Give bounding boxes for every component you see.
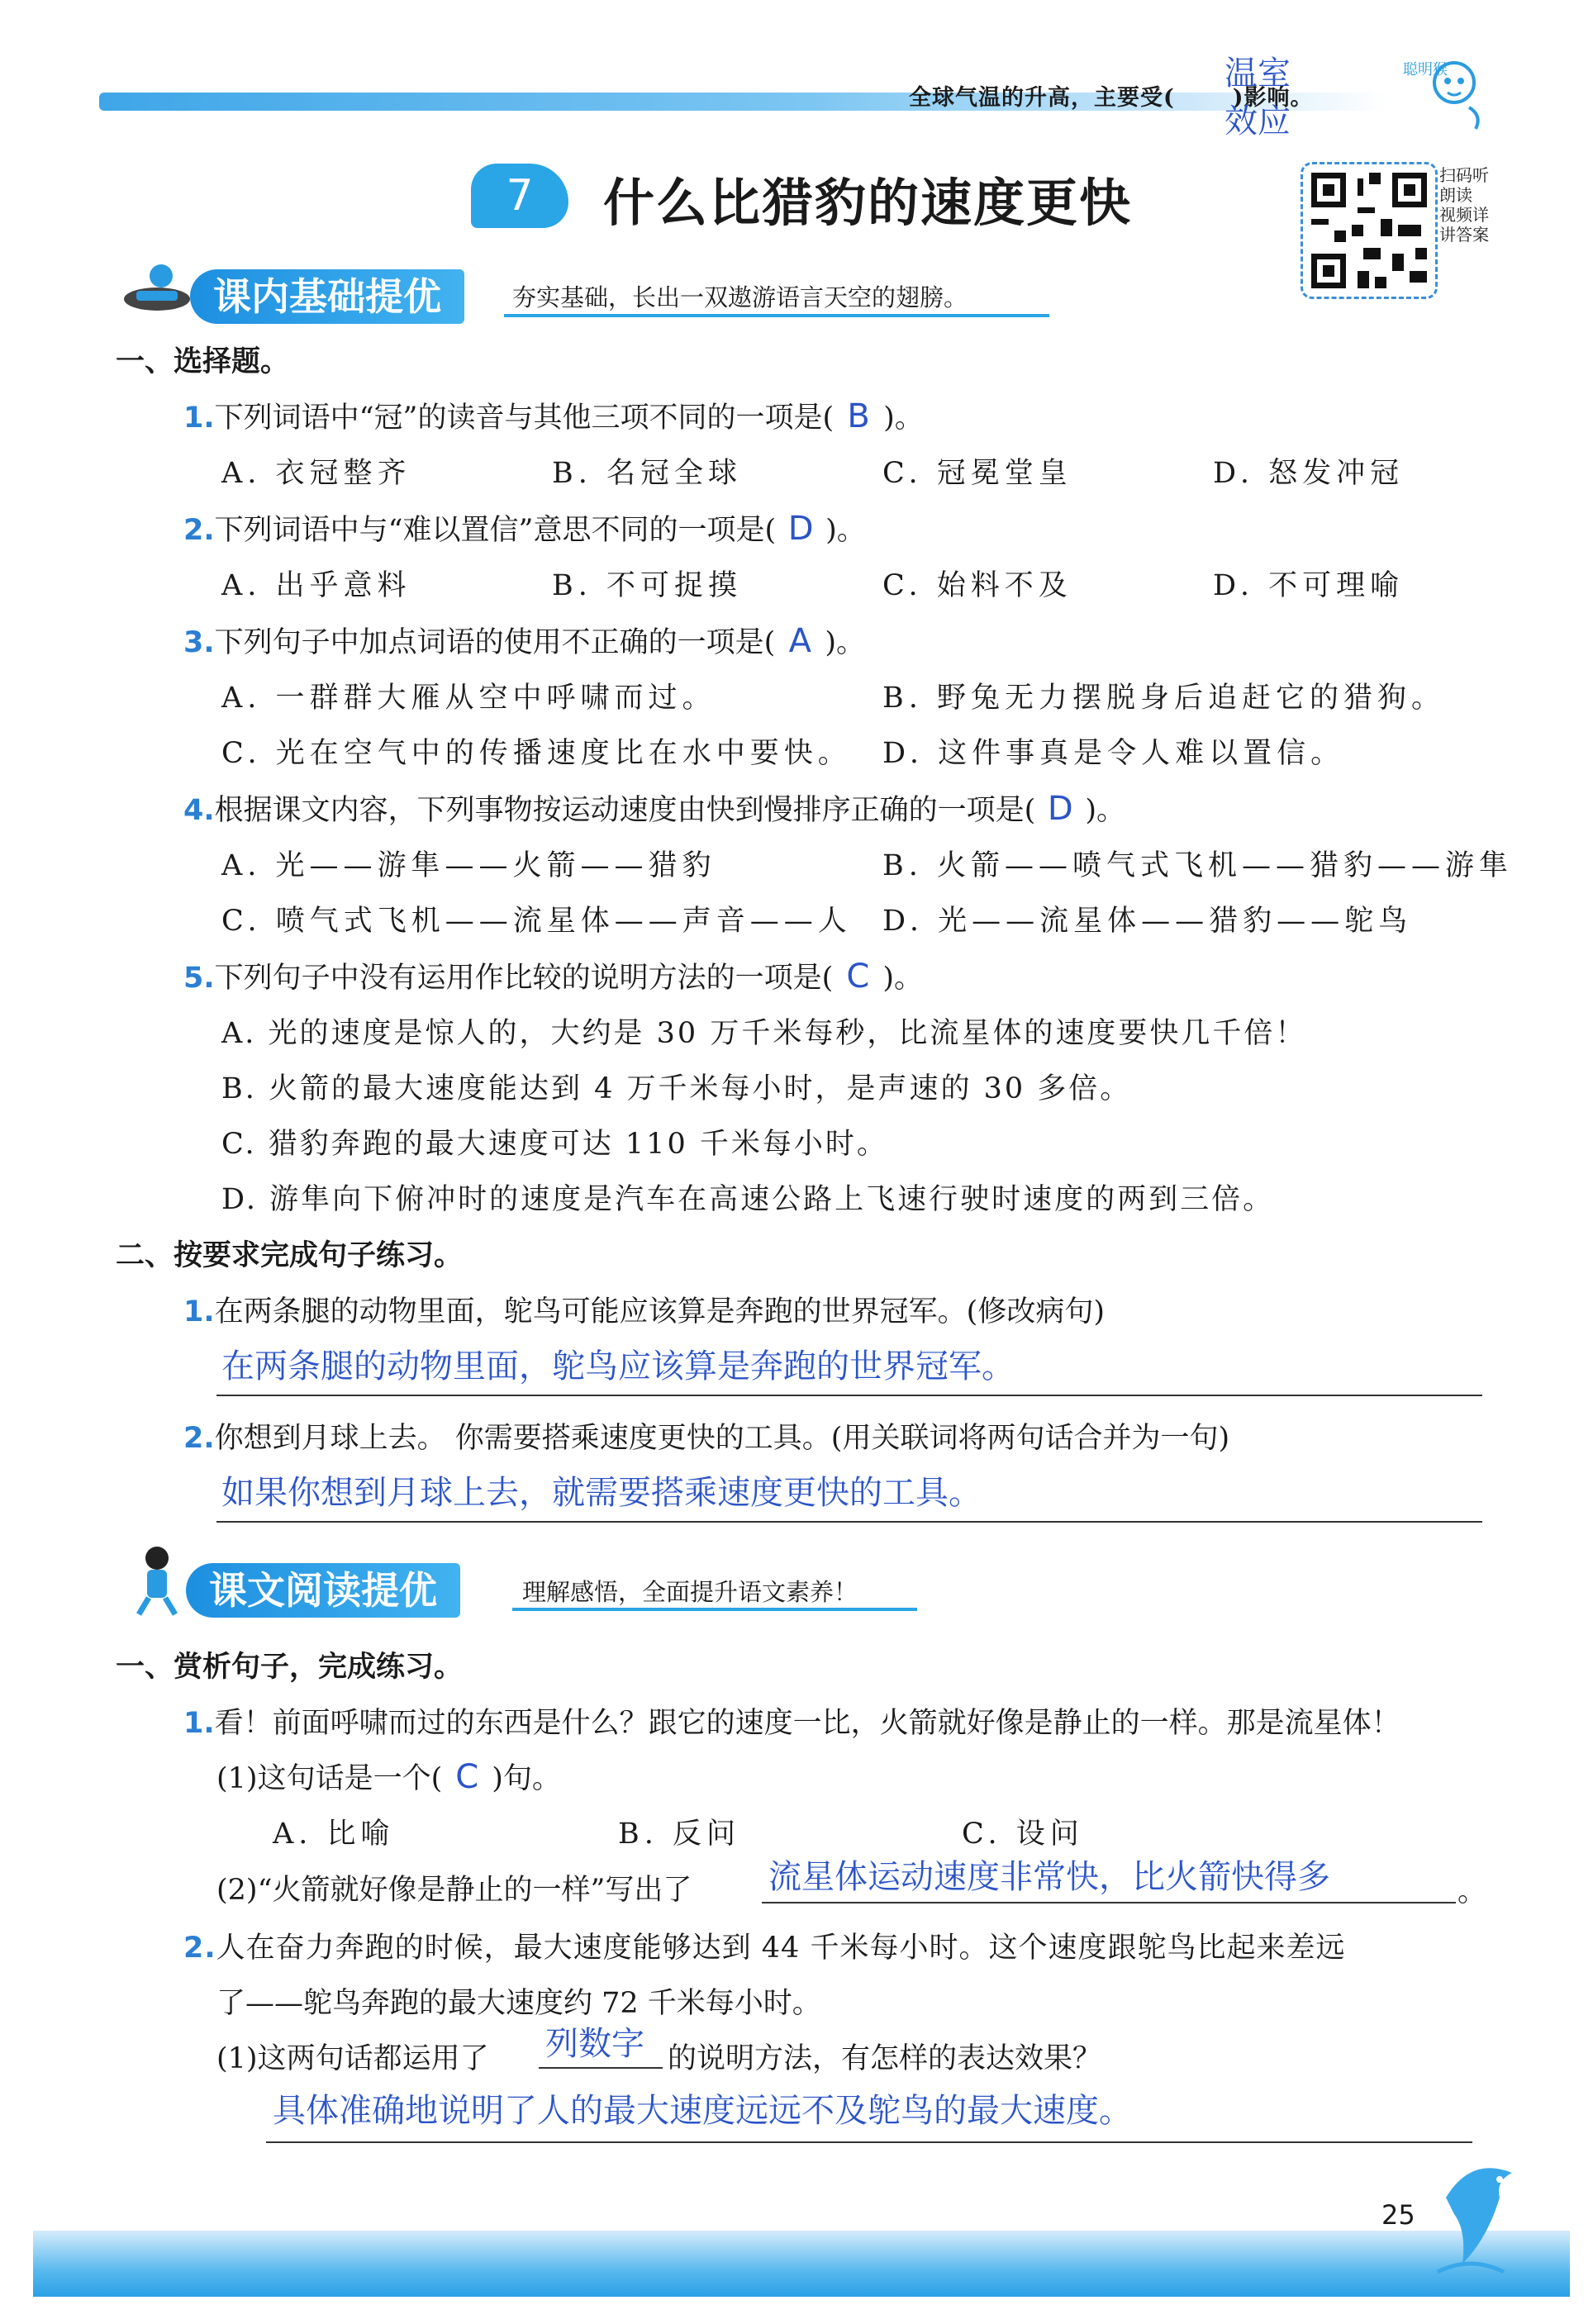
reading-answer-1-2: 流星体运动速度非常快，比火箭快得多 [768,1858,1330,1896]
option: C. 冠冕堂皇 [882,457,1072,490]
reading-question-2-sub1-suffix: 的说明方法，有怎样的表达效果？ [668,2042,1102,2075]
section-subtitle-reading: 理解感悟，全面提升语文素养！ [522,1578,858,1606]
question-4: 4.根据课文内容，下列事物按运动速度由快到慢排序正确的一项是( D )。 [183,790,1125,828]
answer-5: C [846,958,870,996]
answer-3: A [788,622,812,660]
question-3: 3.下列句子中加点词语的使用不正确的一项是( A )。 [183,622,865,660]
reading-question-1: 1.看！前面呼啸而过的东西是什么？跟它的速度一比，火箭就好像是静止的一样。那是流星体！ [183,1707,1400,1740]
answer-1: B [847,397,870,435]
option: A. 一群群大雁从空中呼啸而过。 [221,682,716,715]
section-banner-reading: 课文阅读提优 [186,1563,460,1618]
answer-line [762,1902,1456,1903]
option: D. 怒发冲冠 [1213,457,1405,490]
answer-line [216,1395,1482,1396]
option: A. 光的速度是惊人的，大约是 30 万千米每秒，比流星体的速度要快几千倍！ [221,1017,1307,1050]
section-underline [504,314,1049,317]
reading-question-2-sub1-prefix: (1)这两句话都运用了 [216,2042,489,2075]
reading-question-2: 2.人在奋力奔跑的时候，最大速度能够达到 44 千米每小时。这个速度跟鸵鸟比起来差远 [183,1932,1346,1965]
header-tip-answer: 温室效应 [1224,55,1291,140]
reading-answer-2-1: 列数字 [545,2025,644,2063]
option: C. 光在空气中的传播速度比在水中要快。 [221,737,852,770]
reading-question-1-sub1: (1)这句话是一个( C )句。 [216,1758,561,1796]
part-title-choice: 一、选择题。 [116,345,290,378]
question-5: 5.下列句子中没有运用作比较的说明方法的一项是( C )。 [183,958,923,996]
question-1: 1.下列词语中“冠”的读音与其他三项不同的一项是( B )。 [183,397,924,435]
part-title-sentences: 二、按要求完成句子练习。 [116,1239,464,1272]
sentence-answer-2: 如果你想到月球上去，就需要搭乘速度更快的工具。 [221,1474,982,1512]
qr-label: 扫码听朗读 视频详讲答案 [1439,165,1489,245]
section-banner-basics: 课内基础提优 [190,269,464,324]
girl-kungfu-icon [124,1543,190,1618]
option: A. 衣冠整齐 [221,457,411,490]
option: B. 野兔无力摆脱身后追赶它的猎狗。 [882,682,1445,715]
answer-4: D [1047,790,1073,828]
option: C. 喷气式飞机——流星体——声音——人 [221,905,852,938]
reading-answer-2-2: 具体准确地说明了人的最大速度远远不及鸵鸟的最大速度。 [273,2092,1132,2130]
lesson-title: 什么比猎豹的速度更快 [603,173,1133,233]
footer-band [33,2231,1570,2297]
option: B. 名冠全球 [552,457,742,490]
brand-text: 聪明猴 [1403,61,1448,78]
option: B. 不可捉摸 [552,569,742,602]
dolphin-icon [1421,2148,1529,2280]
answer-line [539,2067,663,2069]
option: C. 设问 [962,1818,1084,1851]
section-subtitle-basics: 夯实基础，长出一双遨游语言天空的翅膀。 [512,283,968,311]
answer-line [266,2141,1472,2143]
reading-answer-1-1: C [455,1758,479,1796]
sentence-exercise-1: 1.在两条腿的动物里面，鸵鸟可能应该算是奔跑的世界冠军。(修改病句) [183,1295,1105,1328]
option: B. 火箭的最大速度能达到 4 万千米每小时，是声速的 30 多倍。 [221,1072,1132,1105]
reading-question-2-line2: 了——鸵鸟奔跑的最大速度约 72 千米每小时。 [216,1987,821,2020]
option: D. 游隼向下俯冲时的速度是汽车在高速公路上飞速行驶时速度的两到三倍。 [221,1183,1275,1216]
option: D. 这件事真是令人难以置信。 [882,737,1345,770]
reading-question-1-sub2: (2)“火箭就好像是静止的一样”写出了 [216,1874,692,1907]
boy-reading-icon [112,258,194,316]
answer-line [216,1521,1482,1523]
option: B. 反问 [618,1818,740,1851]
part-title-appreciation: 一、赏析句子，完成练习。 [116,1651,464,1684]
option: D. 不可理喻 [1213,569,1405,602]
option: C. 猎豹奔跑的最大速度可达 110 千米每小时。 [221,1128,888,1161]
monkey-mascot-icon [1396,50,1487,132]
question-2: 2.下列词语中与“难以置信”意思不同的一项是( D )。 [183,510,866,548]
qr-code-icon[interactable] [1301,162,1438,299]
section-underline [512,1608,917,1611]
option: A. 出乎意料 [221,569,411,602]
lesson-number: 7 [471,164,568,228]
option: A. 比喻 [273,1818,395,1851]
page-number: 25 [1381,2199,1415,2231]
option: B. 火箭——喷气式飞机——猎豹——游隼 [882,849,1513,882]
option: C. 始料不及 [882,569,1072,602]
sentence-exercise-2: 2.你想到月球上去。 你需要搭乘速度更快的工具。(用关联词将两句话合并为一句) [183,1422,1230,1455]
header-tip: 全球气温的升高，主要受( )影响。 [909,85,1314,111]
option: D. 光——流星体——猎豹——鸵鸟 [882,905,1413,938]
answer-2: D [787,510,814,548]
period: 。 [1457,1875,1487,1908]
sentence-answer-1: 在两条腿的动物里面，鸵鸟应该算是奔跑的世界冠军。 [221,1347,1015,1385]
option: A. 光——游隼——火箭——猎豹 [221,849,716,882]
